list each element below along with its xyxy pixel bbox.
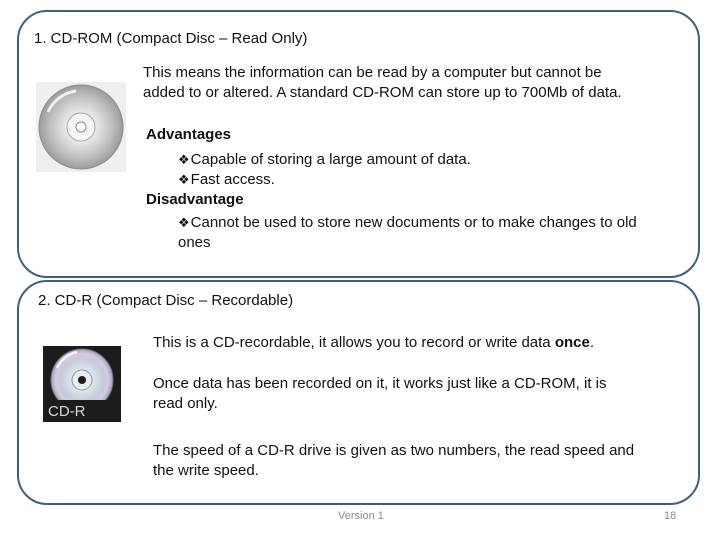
advantage-item: ❖Fast access.: [178, 171, 275, 188]
disadvantage-label: Disadvantage: [146, 191, 244, 208]
cdrom-description-line2: added to or altered. A standard CD-ROM can store up to 700Mb of data.: [143, 84, 622, 101]
cdrom-heading: 1. CD-ROM (Compact Disc – Read Only): [34, 30, 308, 47]
cdr-heading: 2. CD-R (Compact Disc – Recordable): [38, 292, 294, 309]
advantages-label: Advantages: [146, 126, 232, 143]
cdr-para2-line2: read only.: [153, 395, 218, 412]
cd-r-disc-image: [43, 346, 121, 422]
cdr-para3-line2: the write speed.: [153, 462, 259, 479]
cdr-para3-line1: The speed of a CD-R drive is given as two numbers, the read speed and: [153, 442, 635, 459]
diamond-bullet-icon: ❖: [178, 216, 190, 231]
diamond-bullet-icon: ❖: [178, 153, 190, 168]
cd-rom-disc-image: [36, 82, 126, 172]
disadvantage-item: ❖Cannot be used to store new documents or to make changes to old: [178, 214, 637, 231]
page-number: 18: [664, 510, 677, 522]
cdrom-description-line1: This means the information can be read by a computer but cannot be: [143, 64, 602, 81]
cdr-para1: This is a CD-recordable, it allows you to record or write data once.: [153, 334, 595, 351]
footer-version: Version 1: [338, 510, 384, 522]
disadvantage-item-continued: ones: [178, 234, 211, 251]
advantage-item: ❖Capable of storing a large amount of data.: [178, 151, 471, 168]
diamond-bullet-icon: ❖: [178, 173, 190, 188]
cd-r-disc-label: CD-R: [48, 403, 86, 420]
cdr-para2-line1: Once data has been recorded on it, it works just like a CD-ROM, it is: [153, 375, 607, 392]
